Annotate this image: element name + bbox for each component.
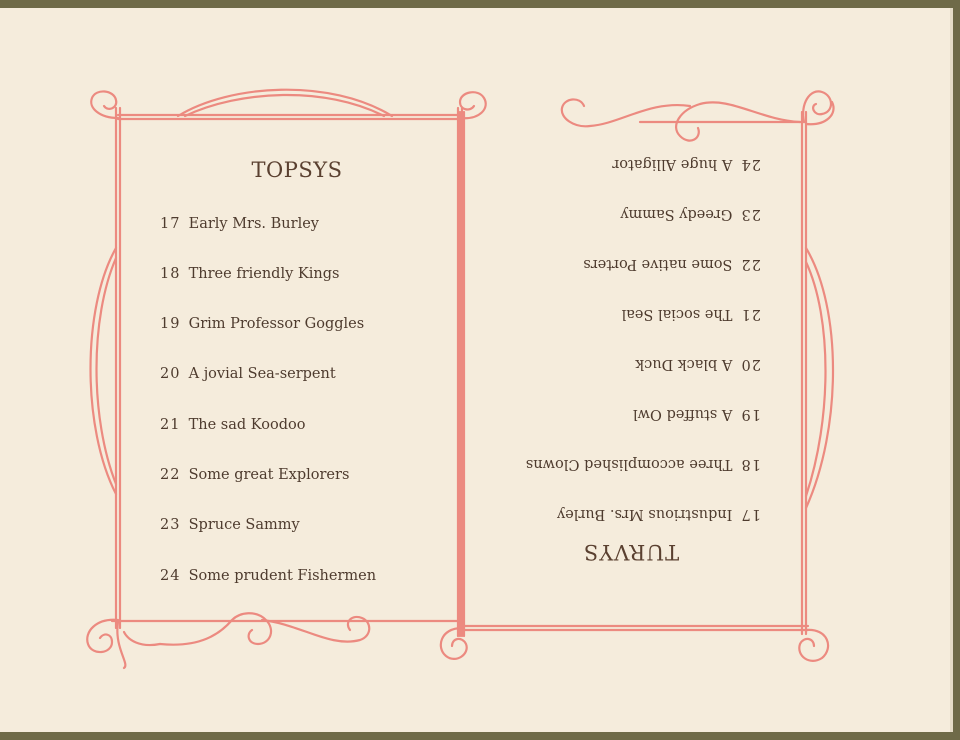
left-top-left-scroll bbox=[91, 91, 118, 118]
item-label: Spruce Sammy bbox=[188, 517, 300, 533]
item-label: Early Mrs. Burley bbox=[188, 216, 319, 232]
item-number: 17 bbox=[740, 506, 761, 522]
topsys-panel bbox=[120, 124, 460, 624]
item-number: 21 bbox=[160, 417, 181, 433]
topsys-item bbox=[160, 316, 364, 332]
turvys-item bbox=[633, 406, 761, 422]
turvys-item bbox=[526, 456, 761, 472]
left-top-arch bbox=[178, 90, 392, 116]
topsys-item bbox=[160, 366, 336, 382]
turvys-item bbox=[612, 156, 761, 172]
topsys-item bbox=[160, 266, 339, 282]
item-label: Grim Professor Goggles bbox=[188, 316, 365, 332]
item-label: Some great Explorers bbox=[188, 467, 350, 483]
left-side-loop bbox=[91, 248, 117, 494]
item-number: 24 bbox=[160, 568, 181, 584]
turvys-item bbox=[583, 256, 761, 272]
turvys-item bbox=[620, 206, 761, 222]
item-label: Some native Porters bbox=[583, 256, 733, 272]
item-number: 19 bbox=[740, 406, 761, 422]
item-label: A jovial Sea-serpent bbox=[188, 366, 336, 382]
item-number: 23 bbox=[160, 517, 181, 533]
right-bottom-right-scroll bbox=[799, 630, 828, 661]
item-label: Three accomplished Clowns bbox=[525, 456, 733, 472]
item-number: 21 bbox=[740, 306, 761, 322]
item-number: 19 bbox=[160, 316, 181, 332]
turvys-panel bbox=[464, 122, 806, 626]
item-number: 22 bbox=[740, 256, 761, 272]
item-label: Some prudent Fishermen bbox=[188, 568, 377, 584]
book-page bbox=[0, 8, 953, 732]
item-label: A stuffed Owl bbox=[632, 406, 733, 422]
turvys-item bbox=[557, 506, 761, 522]
item-label: Industrious Mrs. Burley bbox=[556, 506, 733, 522]
item-label: The social Seal bbox=[621, 306, 733, 322]
turvys-item bbox=[622, 306, 761, 322]
item-label: A black Duck bbox=[635, 356, 733, 372]
topsys-item bbox=[160, 568, 376, 584]
item-number: 20 bbox=[160, 366, 181, 382]
item-label: A huge Alligator bbox=[612, 156, 733, 172]
topsys-item bbox=[160, 216, 319, 232]
item-number: 17 bbox=[160, 216, 181, 232]
item-label: The sad Koodoo bbox=[188, 417, 306, 433]
topsys-item bbox=[160, 467, 349, 483]
left-bottom-left-scroll bbox=[87, 620, 118, 652]
item-number: 18 bbox=[740, 456, 761, 472]
item-number: 20 bbox=[740, 356, 761, 372]
item-number: 23 bbox=[740, 206, 761, 222]
topsys-title: TOPSYS bbox=[251, 158, 343, 182]
turvys-title: TURVYS bbox=[582, 540, 680, 564]
item-number: 22 bbox=[160, 467, 181, 483]
turvys-item bbox=[635, 356, 761, 372]
item-number: 24 bbox=[740, 156, 761, 172]
item-label: Three friendly Kings bbox=[188, 266, 340, 282]
item-label: Greedy Sammy bbox=[620, 206, 733, 222]
right-top-right-scroll bbox=[803, 91, 831, 122]
topsys-item bbox=[160, 517, 300, 533]
item-number: 18 bbox=[160, 266, 181, 282]
right-side-loop bbox=[806, 248, 833, 508]
topsys-item bbox=[160, 417, 305, 433]
